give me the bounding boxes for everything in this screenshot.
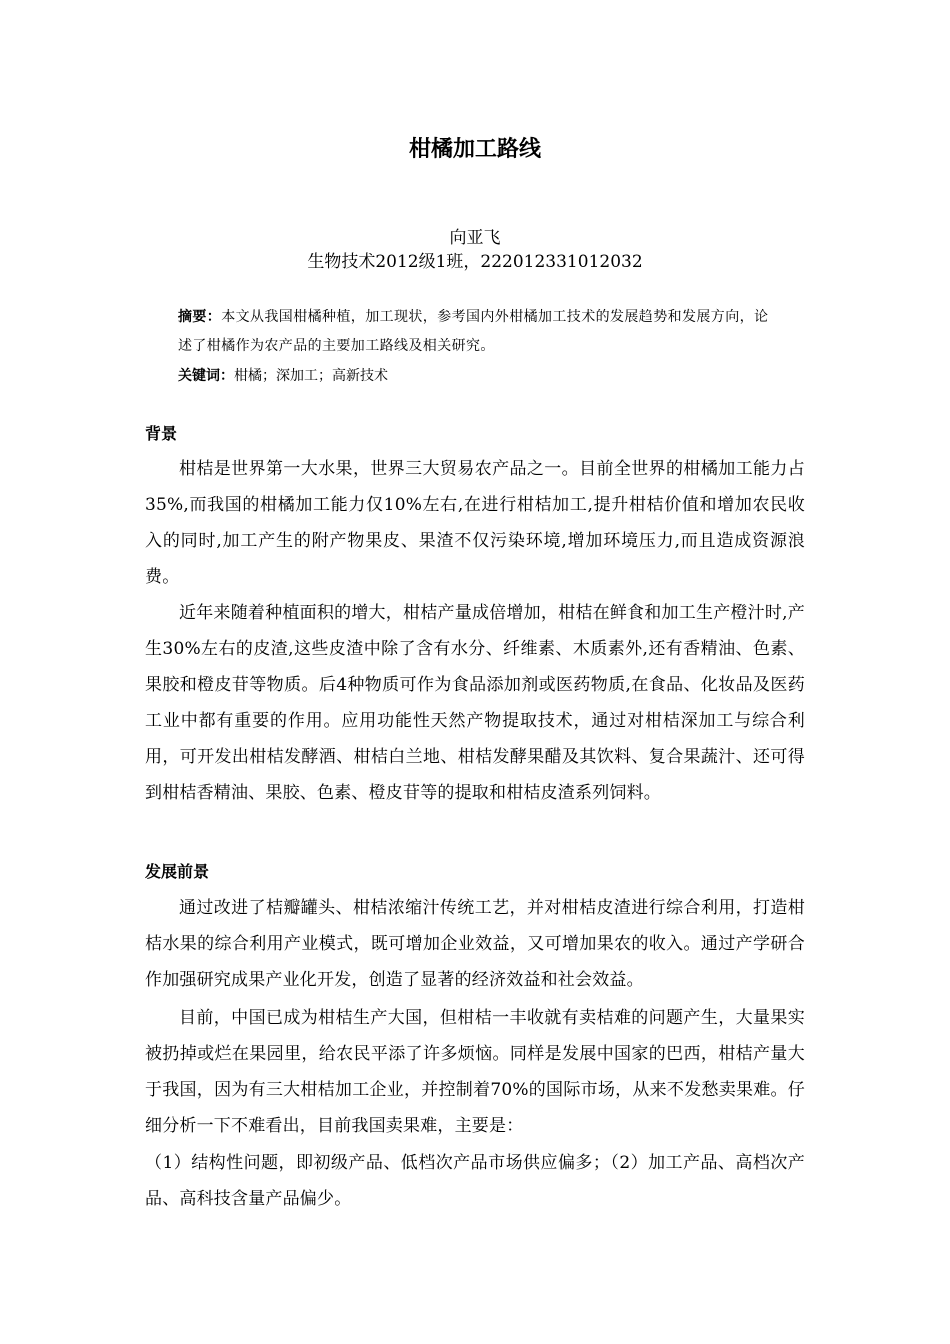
- paragraph-prospects-2: 目前，中国已成为柑桔生产大国，但柑桔一丰收就有卖桔难的问题产生，大量果实被扔掉或烂在果园里，给农民平添了许多烦恼。同样是发展中国家的巴西，柑桔产量大于我国，因为有三大柑桔加工企业，并控制着70%的国际市场，从来不发愁卖果难。仔细分析一下不难看出，目前我国卖果难，主要是：: [145, 1008, 805, 1136]
- abstract-text: 本文从我国柑橘种植，加工现状，参考国内外柑橘加工技术的发展趋势和发展方向，论述了柑橘作为农产品的主要加工路线及相关研究。: [178, 309, 769, 354]
- keywords-text: 柑橘；深加工；高新技术: [234, 368, 388, 384]
- section-heading-background: 背景: [145, 424, 178, 443]
- document-title: 柑橘加工路线: [408, 137, 541, 162]
- author-affiliation: 生物技术2012级1班，222012331012032: [307, 252, 643, 272]
- section-heading-prospects: 发展前景: [145, 862, 210, 881]
- abstract: [178, 303, 778, 361]
- paragraph-prospects-3: （1）结构性问题，即初级产品、低档次产品市场供应偏多；（2）加工产品、高档次产品、高科技含量产品偏少。: [145, 1153, 805, 1209]
- abstract-label: 摘要：: [178, 309, 222, 325]
- author-name: 向亚飞: [449, 228, 501, 248]
- keywords-label: 关键词：: [178, 368, 234, 384]
- paragraph-background-2: 近年来随着种植面积的增大，柑桔产量成倍增加，柑桔在鲜食和加工生产橙汁时,产生30%左右的皮渣,这些皮渣中除了含有水分、纤维素、木质素外,还有香精油、色素、果胶和橙皮苷等物质。后4种物质可作为食品添加剂或医药物质,在食品、化妆品及医药工业中都有重要的作用。应用功能性天然产物提取技术，通过对柑桔深加工与综合利用，可开发出柑桔发酵酒、柑桔白兰地、柑桔发酵果醋及其饮料、复合果蔬汁、还可得到柑桔香精油、果胶、色素、橙皮苷等的提取和柑桔皮渣系列饲料。: [145, 603, 805, 803]
- keywords: [178, 362, 778, 391]
- paragraph-prospects-1: 通过改进了桔瓣罐头、柑桔浓缩汁传统工艺，并对柑桔皮渣进行综合利用，打造柑桔水果的综合利用产业模式，既可增加企业效益，又可增加果农的收入。通过产学研合作加强研究成果产业化开发，创造了显著的经济效益和社会效益。: [145, 898, 805, 990]
- paragraph-background-1: 柑桔是世界第一大水果，世界三大贸易农产品之一。目前全世界的柑橘加工能力占35%,而我国的柑橘加工能力仅10%左右,在进行柑桔加工,提升柑桔价值和增加农民收入的同时,加工产生的附产物果皮、果渣不仅污染环境,增加环境压力,而且造成资源浪费。: [145, 459, 805, 587]
